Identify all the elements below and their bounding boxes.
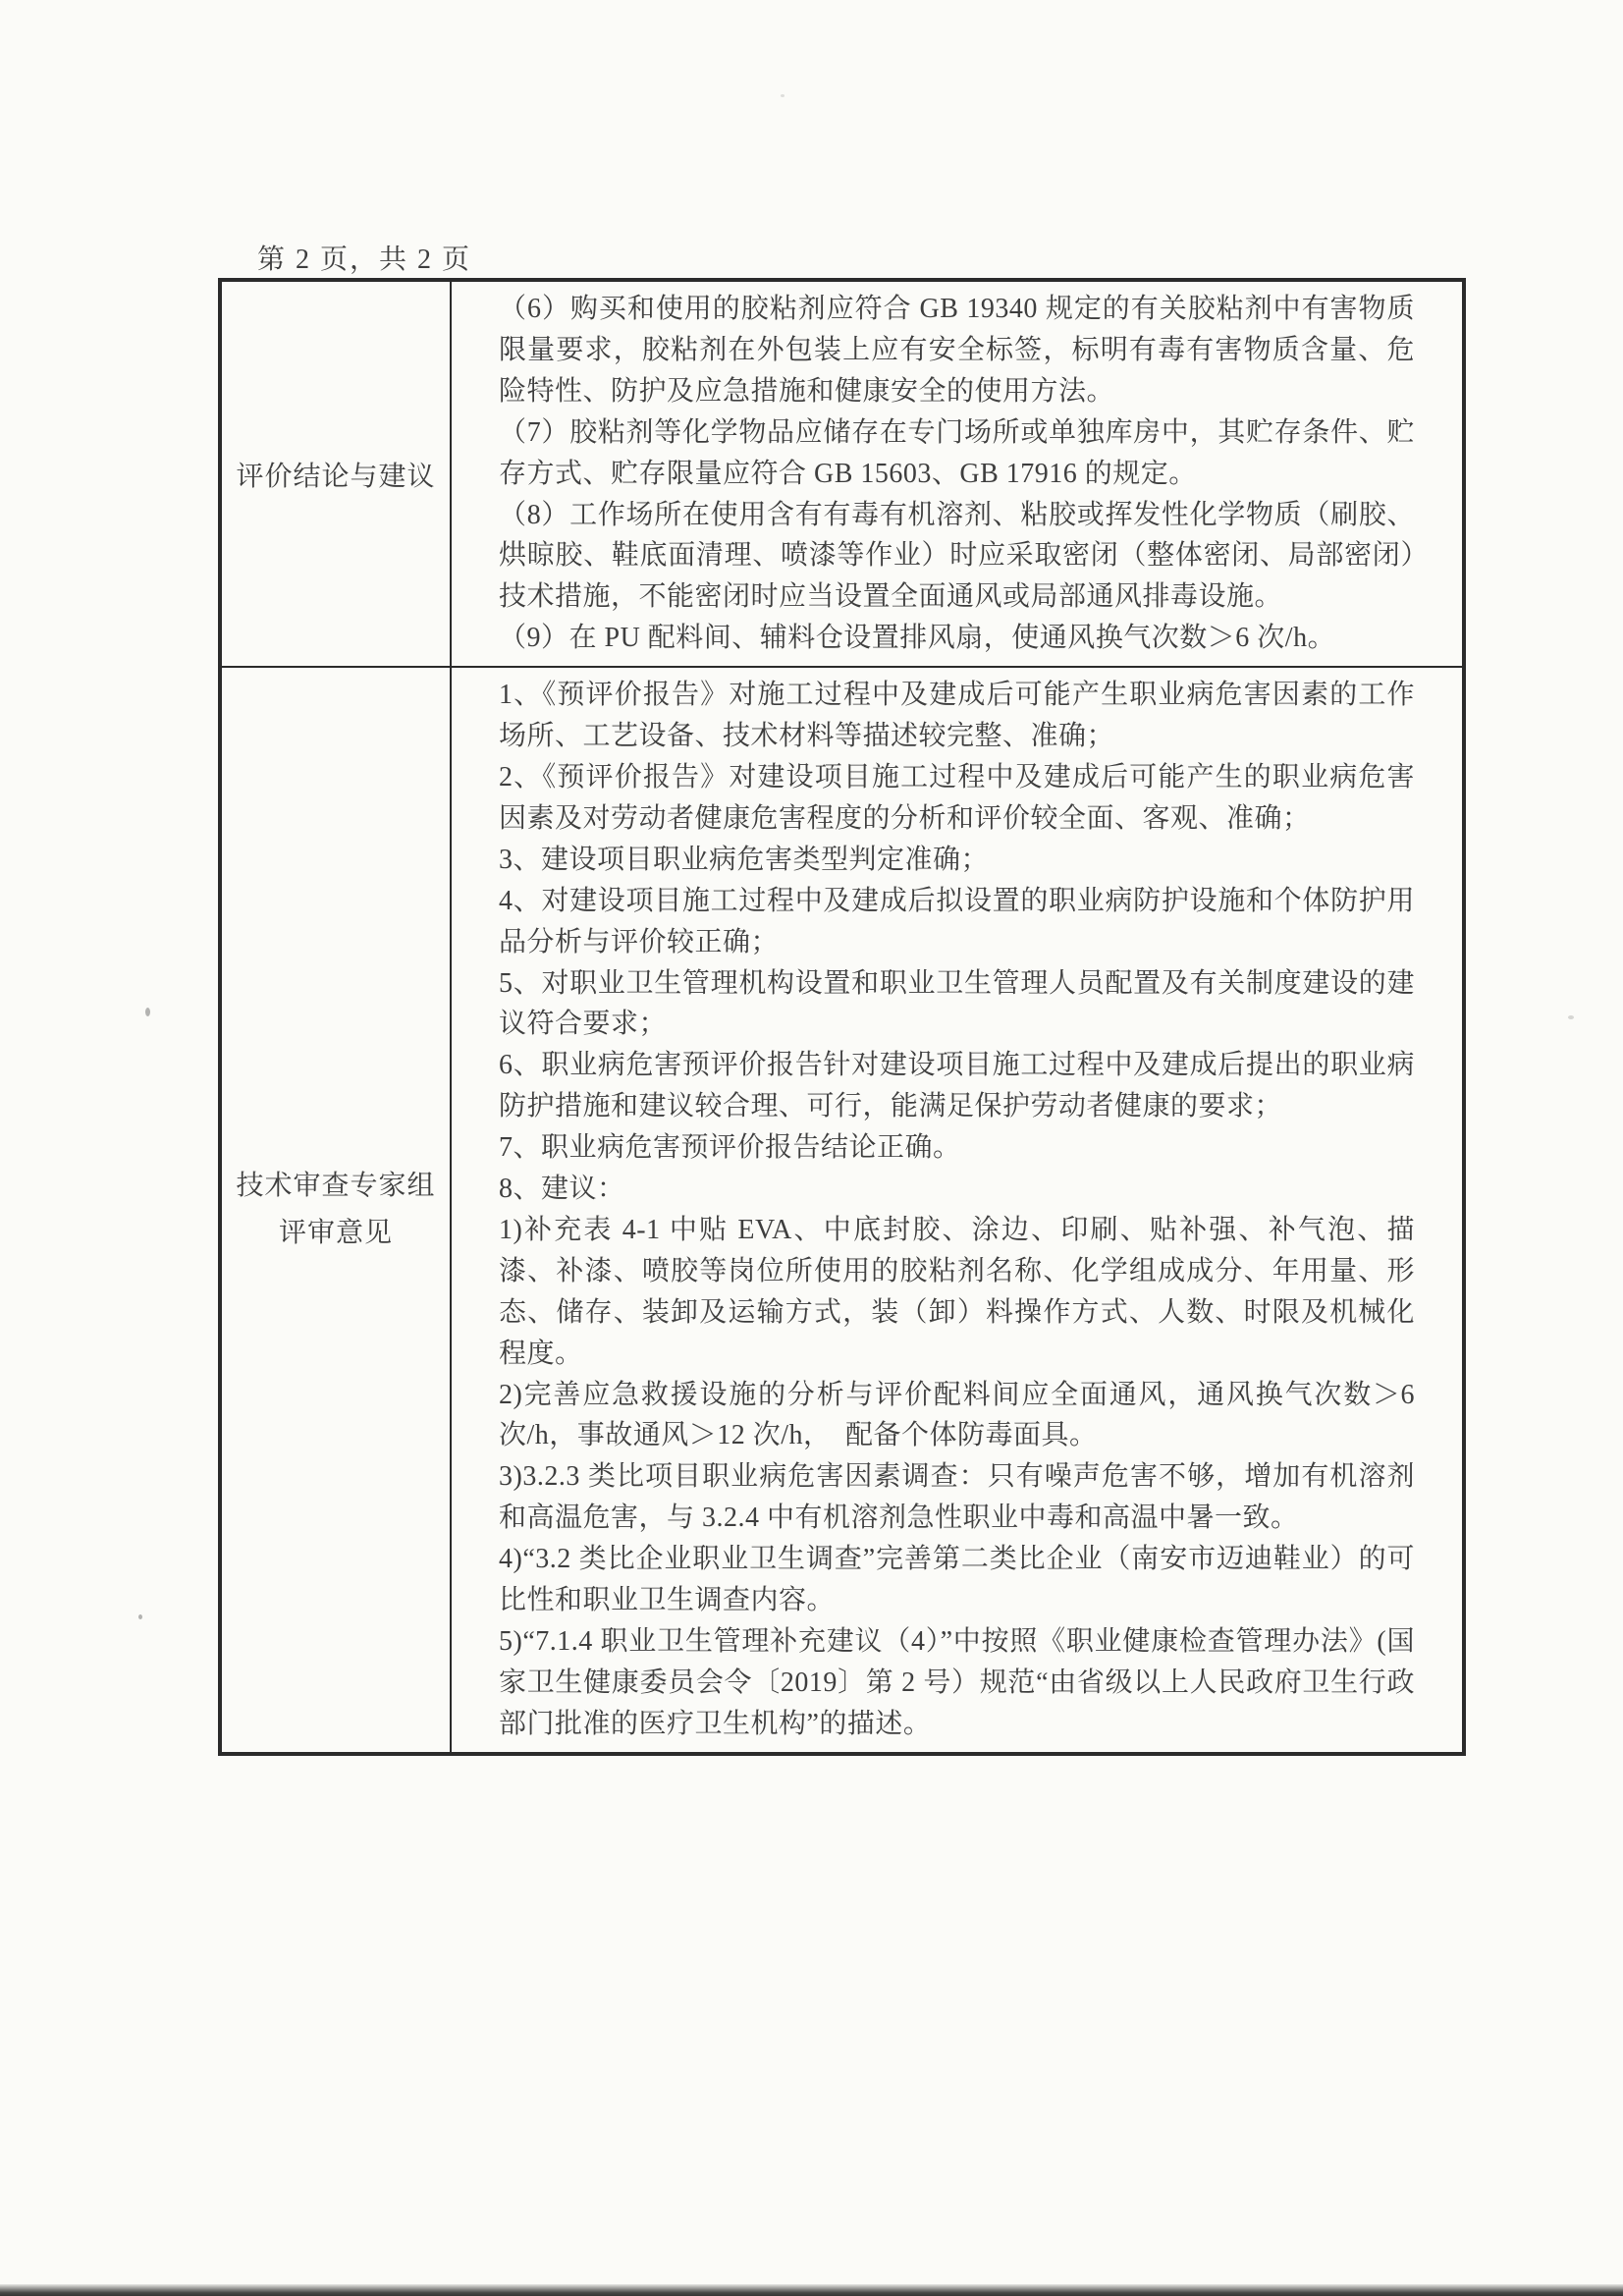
table-row-evaluation-conclusion	[220, 280, 1464, 667]
page-number: 第 2 页，共 2 页	[257, 245, 472, 275]
paragraph: （7）胶粘剂等化学物品应储存在专门场所或单独库房中，其贮存条件、贮存方式、贮存限量应符合 GB 15603、GB 17916 的规定。	[499, 416, 1415, 489]
scan-bottom-edge	[0, 2284, 1623, 2296]
paragraph: 7、职业病危害预评价报告结论正确。	[499, 1132, 961, 1164]
paragraph: 1、《预评价报告》对施工过程中及建成后可能产生职业病危害因素的工作场所、工艺设备、技术材料等描述较完整、准确；	[499, 680, 1415, 752]
row-label-cell-evaluation-conclusion	[220, 280, 451, 667]
row-label: 评价结论与建议	[236, 461, 436, 492]
row-content-cell-expert-review-opinion	[451, 667, 1464, 1754]
scan-speck	[781, 94, 784, 97]
row-label-line: 评审意见	[278, 1217, 393, 1248]
scan-speck	[1568, 1015, 1574, 1019]
row-label-line: 技术审查专家组	[236, 1170, 436, 1201]
paragraph: （9）在 PU 配料间、辅料仓设置排风扇，使通风换气次数＞6 次/h。	[499, 623, 1336, 654]
paragraph: 8、建议：	[499, 1174, 625, 1205]
paragraph: （6）购买和使用的胶粘剂应符合 GB 19340 规定的有关胶粘剂中有害物质限量要求，胶粘剂在外包装上应有安全标签，标明有毒有害物质含量、危险特性、防护及应急措施和健康安全的使用方法。	[499, 294, 1415, 407]
paragraph: 2、《预评价报告》对建设项目施工过程中及建成后可能产生的职业病危害因素及对劳动者健康危害程度的分析和评价较全面、客观、准确；	[499, 761, 1415, 834]
row-label	[223, 1167, 449, 1253]
paragraph: 3)3.2.3 类比项目职业病危害因素调查：只有噪声危害不够，增加有机溶剂和高温危害，与 3.2.4 中有机溶剂急性职业中毒和高温中暑一致。	[499, 1461, 1415, 1534]
paragraph: 3、建设项目职业病危害类型判定准确；	[499, 844, 990, 875]
row-content-cell-evaluation-conclusion	[451, 280, 1464, 667]
scan-speck	[138, 1614, 142, 1619]
scan-speck	[145, 1008, 150, 1016]
paragraph: 2)完善应急救援设施的分析与评价配料间应全面通风，通风换气次数＞6 次/h，事故通风＞12 次/h， 配备个体防毒面具。	[499, 1379, 1415, 1451]
paragraph: 4)“3.2 类比企业职业卫生调查”完善第二类比企业（南安市迈迪鞋业）的可比性和职业卫生调查内容。	[499, 1544, 1415, 1616]
paragraph: 6、职业病危害预评价报告针对建设项目施工过程中及建成后提出的职业病防护措施和建议较合理、可行，能满足保护劳动者健康的要求；	[499, 1050, 1415, 1122]
paragraph: 1)补充表 4-1 中贴 EVA、中底封胶、涂边、印刷、贴补强、补气泡、描漆、补漆、喷胶等岗位所使用的胶粘剂名称、化学组成成分、年用量、形态、储存、装卸及运输方式，装（卸）料操作方式、人数、时限及机械化程度。	[499, 1214, 1415, 1369]
paragraph: 5)“7.1.4 职业卫生管理补充建议（4）”中按照《职业健康检查管理办法》(国家卫生健康委员会令〔2019〕第 2 号）规范“由省级以上人民政府卫生行政部门批准的医疗卫生机构”的描述。	[499, 1626, 1415, 1739]
row-label-cell-expert-review-opinion	[220, 667, 451, 1754]
review-table	[218, 278, 1466, 1756]
table-row-expert-review-opinion	[220, 667, 1464, 1754]
paragraph: （8）工作场所在使用含有有毒有机溶剂、粘胶或挥发性化学物质（刷胶、烘晾胶、鞋底面清理、喷漆等作业）时应采取密闭（整体密闭、局部密闭）技术措施，不能密闭时应当设置全面通风或局部通风排毒设施。	[499, 499, 1415, 613]
paragraph: 5、对职业卫生管理机构设置和职业卫生管理人员配置及有关制度建设的建议符合要求；	[499, 967, 1415, 1040]
paragraph: 4、对建设项目施工过程中及建成后拟设置的职业病防护设施和个体防护用品分析与评价较正确；	[499, 885, 1415, 957]
